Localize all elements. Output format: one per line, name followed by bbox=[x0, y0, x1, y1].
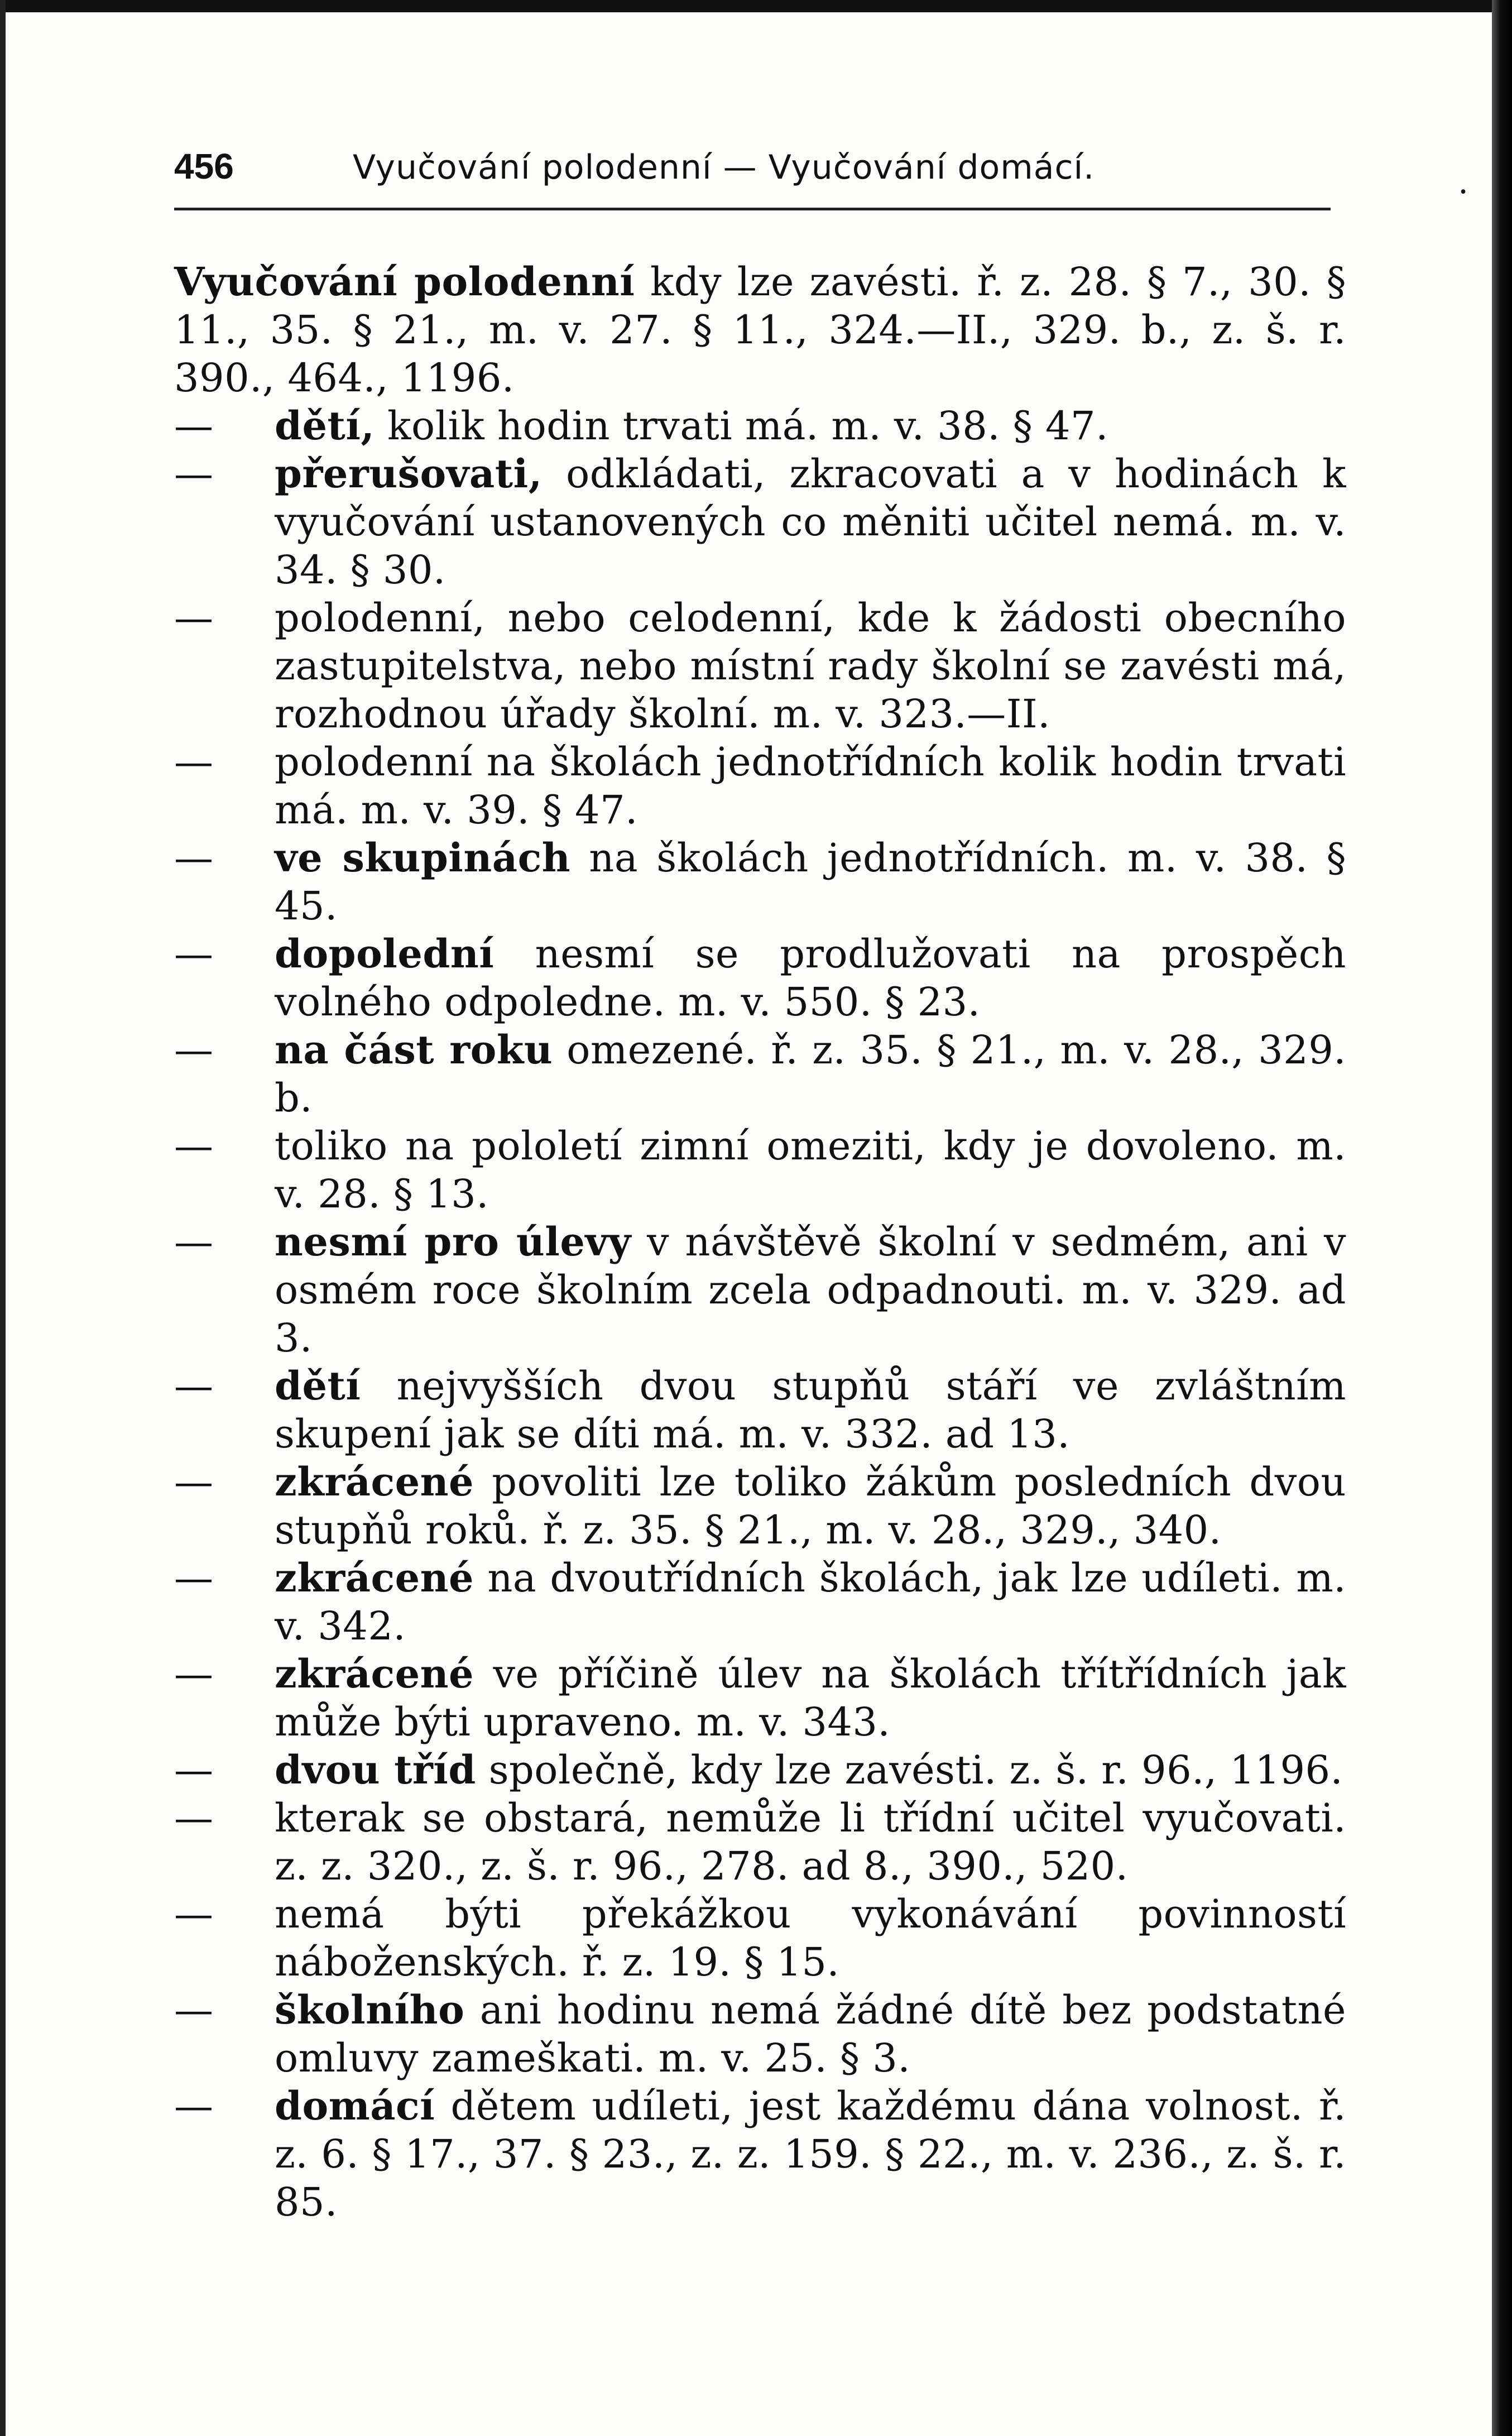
entry-text: společně, kdy lze zavésti. z. š. r. 96., 1196. bbox=[476, 1747, 1343, 1793]
index-entry bbox=[174, 1554, 1346, 1650]
running-head: Vyučování polodenní — Vyučování domácí. bbox=[353, 148, 1095, 187]
entry-text: dětem udíleti, jest každému dána volnost. ř. z. 6. § 17., 37. § 23., z. z. 159. § 22., m. v. 236., z. š. r. 85. bbox=[275, 2083, 1346, 2225]
entry-dash: — bbox=[174, 595, 214, 641]
entry-text: povoliti lze toliko žákům posledních dvou stupňů roků. ř. z. 35. § 21., m. v. 28., 329., 340. bbox=[275, 1459, 1346, 1553]
index-entry bbox=[174, 930, 1346, 1026]
entry-dash: — bbox=[174, 931, 214, 977]
index-entry bbox=[174, 1122, 1346, 1218]
entry-text: nesmí se prodlužovati na prospěch volného odpoledne. m. v. 550. § 23. bbox=[275, 931, 1346, 1025]
index-entry bbox=[174, 1218, 1346, 1362]
entry-lead: nesmí pro úlevy bbox=[275, 1219, 631, 1265]
entry-lead: dětí, bbox=[275, 402, 375, 449]
entry-lead: zkrácené bbox=[275, 1555, 474, 1601]
entry-dash: — bbox=[174, 1747, 214, 1793]
index-entry bbox=[174, 1026, 1346, 1122]
index-entry bbox=[174, 258, 1346, 402]
index-entry bbox=[174, 738, 1346, 834]
entry-text: ve příčině úlev na školách třítřídních jak může býti upraveno. m. v. 343. bbox=[275, 1651, 1346, 1745]
entry-dash: — bbox=[174, 2083, 214, 2129]
index-entry bbox=[174, 450, 1346, 594]
entry-dash: — bbox=[174, 1027, 214, 1073]
scan-edge-left bbox=[0, 0, 6, 2436]
entry-text: odkládati, zkracovati a v hodinách k vyučování ustanovených co měniti učitel nemá. m. v. 34. § 30. bbox=[275, 451, 1346, 593]
scan-edge-top bbox=[0, 0, 1512, 12]
entry-text: v návštěvě školní v sedmém, ani v osmém roce školním zcela odpadnouti. m. v. 329. ad 3. bbox=[275, 1219, 1347, 1361]
entry-dash: — bbox=[174, 1651, 214, 1697]
entry-dash: — bbox=[174, 1219, 214, 1265]
entry-text: omezené. ř. z. 35. § 21., m. v. 28., 329. b. bbox=[275, 1027, 1346, 1121]
entry-text: ani hodinu nemá žádné dítě bez podstatné omluvy zameškati. m. v. 25. § 3. bbox=[275, 1987, 1346, 2081]
index-entry bbox=[174, 1650, 1346, 1746]
entry-lead: dopolední bbox=[275, 931, 495, 977]
index-entry bbox=[174, 1362, 1346, 1458]
header-dot: . bbox=[1458, 162, 1469, 202]
entry-dash: — bbox=[174, 1987, 214, 2033]
entry-dash: — bbox=[174, 739, 214, 785]
entry-lead: dětí bbox=[275, 1363, 361, 1409]
entry-lead: zkrácené bbox=[275, 1651, 474, 1697]
entry-lead: domácí bbox=[275, 2083, 435, 2129]
index-entry bbox=[174, 402, 1346, 450]
entry-dash: — bbox=[174, 835, 214, 881]
index-entry bbox=[174, 1746, 1346, 1794]
entry-text: na školách jednotřídních. m. v. 38. § 45. bbox=[275, 835, 1347, 929]
entry-text: kterak se obstará, nemůže li třídní učitel vyučovati. z. z. 320., z. š. r. 96., 278. ad 8., 390., 520. bbox=[275, 1795, 1346, 1889]
entry-text: toliko na pololetí zimní omeziti, kdy je dovoleno. m. v. 28. § 13. bbox=[275, 1123, 1346, 1217]
entry-lead: přerušovati, bbox=[275, 450, 543, 497]
entry-dash: — bbox=[174, 1795, 214, 1841]
entry-dash: — bbox=[174, 1363, 214, 1409]
entry-text: polodenní na školách jednotřídních kolik hodin trvati má. m. v. 39. § 47. bbox=[275, 739, 1346, 833]
index-entry bbox=[174, 2082, 1346, 2226]
index-entry bbox=[174, 834, 1346, 930]
entry-text: na dvoutřídních školách, jak lze udíleti. m. v. 342. bbox=[275, 1555, 1346, 1649]
index-entry bbox=[174, 594, 1346, 738]
entry-text: nemá býti překážkou vykonávání povinností náboženských. ř. z. 19. § 15. bbox=[275, 1891, 1346, 1985]
entry-dash: — bbox=[174, 451, 214, 497]
index-entries bbox=[174, 258, 1346, 2226]
entry-text: kdy lze zavésti. ř. z. 28. § 7., 30. § 11., 35. § 21., m. v. 27. § 11., 324.—II., 329. b., z. š. r. 390., 464., 1196. bbox=[174, 259, 1347, 401]
entry-lead: dvou tříd bbox=[275, 1747, 476, 1793]
entry-text: nejvyšších dvou stupňů stáří ve zvláštním skupení jak se díti má. m. v. 332. ad 13. bbox=[275, 1363, 1346, 1457]
entry-lead: ve skupinách bbox=[275, 835, 571, 881]
header-rule bbox=[174, 208, 1331, 210]
entry-lead: Vyučování polodenní bbox=[174, 258, 635, 305]
entry-dash: — bbox=[174, 1891, 214, 1937]
index-entry bbox=[174, 1458, 1346, 1554]
index-entry bbox=[174, 1890, 1346, 1986]
entry-dash: — bbox=[174, 403, 214, 449]
entry-lead: školního bbox=[275, 1987, 465, 2033]
entry-text: polodenní, nebo celodenní, kde k žádosti obecního zastupitelstva, nebo místní rady školní se zavésti má, rozhodnou úřady školní. m. v. 323.—II. bbox=[275, 595, 1346, 737]
entry-dash: — bbox=[174, 1459, 214, 1505]
index-entry bbox=[174, 1986, 1346, 2082]
entry-dash: — bbox=[174, 1555, 214, 1601]
page-header bbox=[174, 144, 1469, 202]
scan-edge-right bbox=[1492, 0, 1512, 2436]
entry-lead: na část roku bbox=[275, 1027, 553, 1073]
index-entry bbox=[174, 1794, 1346, 1890]
entry-lead: zkrácené bbox=[275, 1459, 474, 1505]
entry-dash: — bbox=[174, 1123, 214, 1169]
entry-text: kolik hodin trvati má. m. v. 38. § 47. bbox=[375, 403, 1108, 449]
page-number: 456 bbox=[174, 146, 234, 186]
